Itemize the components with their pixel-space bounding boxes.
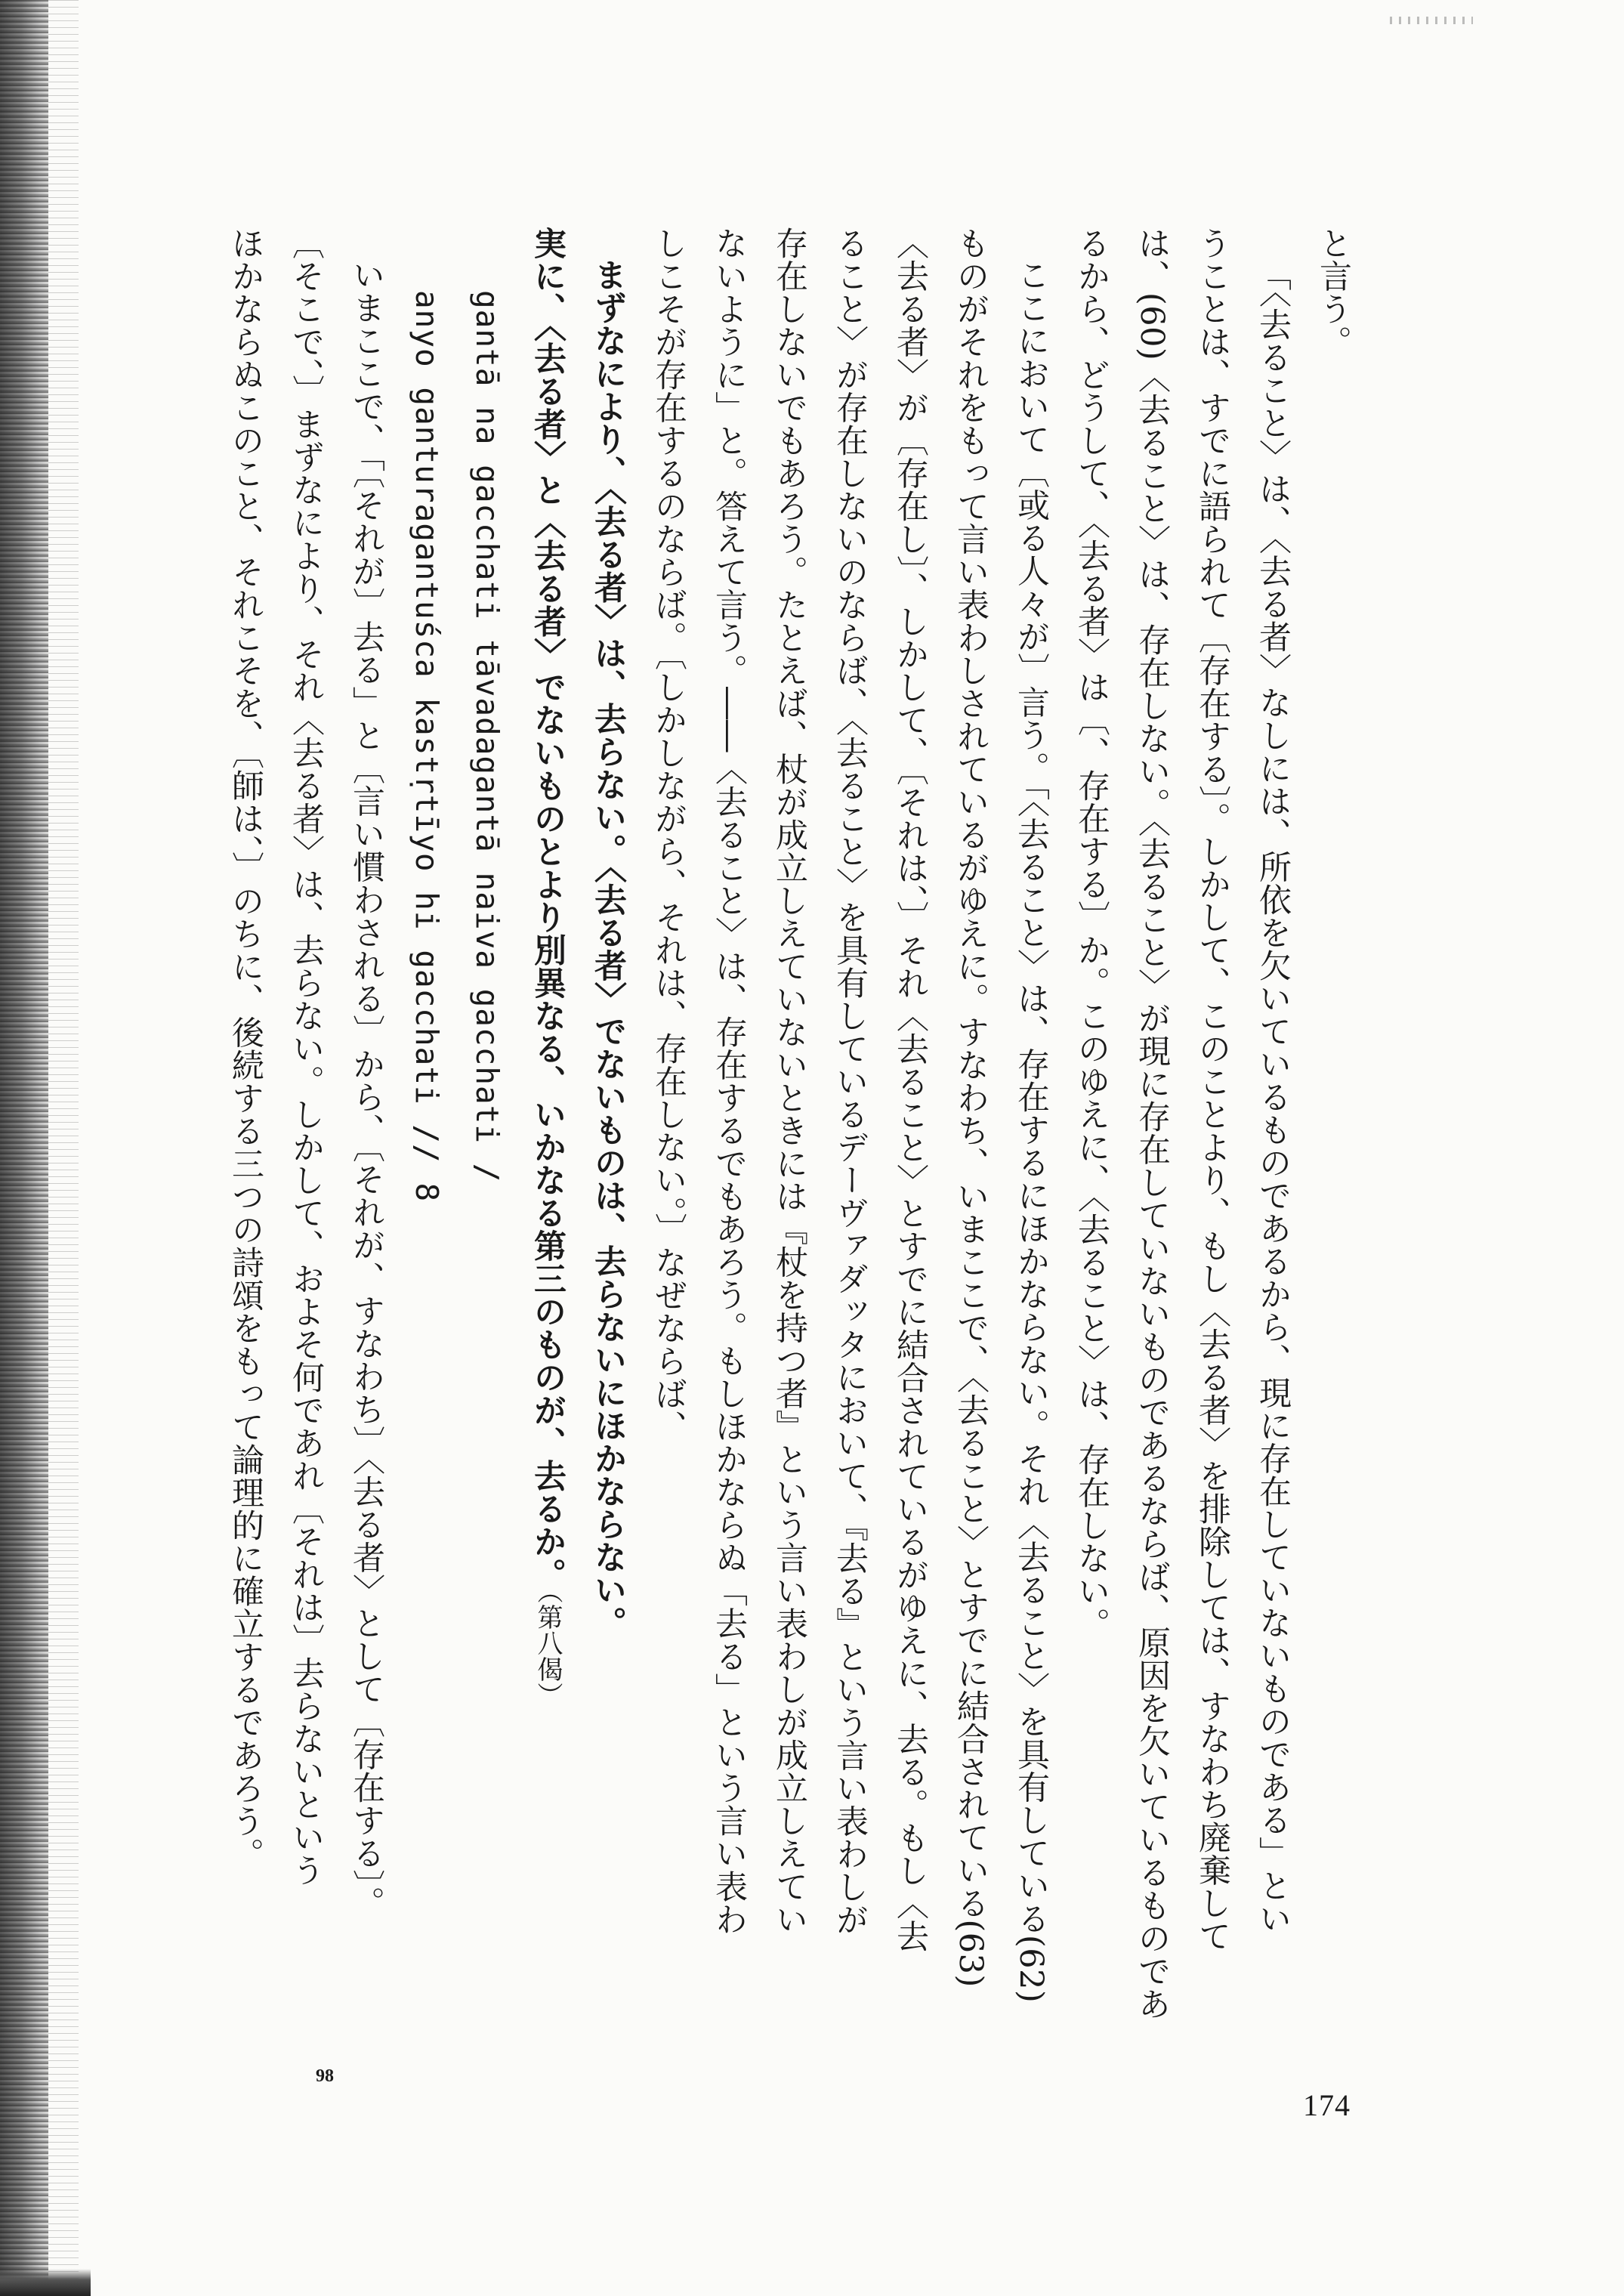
sanskrit-verse-line: anyo ganturagantuśca kastṛtīyo hi gacchati // 8 — [409, 290, 445, 1203]
vertical-text-body — [215, 227, 1363, 2115]
text-column: 〔そこで、〕まずなにより、それ〈去る者〉は、去らない。しかして、およそ何であれ〔それは〕去らないという — [287, 227, 325, 1887]
verse-number-label: （第八偈） — [533, 1590, 563, 1708]
scan-speck — [1390, 17, 1473, 24]
text-column: 〈去る者〉が〔存在し〕、しかして、〔それは、〕それ〈去ること〉とすでに結合されているがゆえに、去る。もし〈去 — [891, 227, 929, 1953]
text-column: いまここで、「〔それが〕去る」と〔言い慣わされる〕から、〔それが、すなわち〕〈去る者〉として〔存在する〕。 — [347, 258, 385, 1919]
text-column: は、(60)〈去ること〉は、存在しない。〈去ること〉が現に存在していないものであるならば、原因を欠いているものであ — [1133, 227, 1171, 2021]
verse-line: まずなにより、〈去る者〉は、去らない。〈去る者〉でないものは、去らないにほかならない。 — [589, 258, 627, 1639]
text-column: 存在しないでもあろう。たとえば、杖が成立しえていないときには『杖を持つ者』という言い表わしが成立しえてい — [770, 227, 808, 1936]
text-column: ほかならぬこのこと、それこそを、〔師は、〕のちに、後続する三つの詩頌をもって論理的に確立するであろう。 — [227, 227, 264, 1871]
text-column: 「〈去ること〉は、〈去る者〉なしには、所依を欠いているものであるから、現に存在していないものである」とい — [1254, 258, 1292, 1935]
scan-shadow-left — [0, 0, 48, 2296]
verse-line-text: 実に、〈去る者〉と〈去る者〉でないものとより別異なる、いかなる第三のものが、去るか。 — [529, 227, 567, 1591]
sanskrit-verse-line: gantā na gacchati tāvadagantā naiva gacchati / — [469, 290, 505, 1183]
text-column: ないように」と。答えて言う。――〈去ること〉は、存在するでもあろう。もしほかならぬ「去る」という言い表わ — [710, 227, 748, 1936]
text-column: ここにおいて〔或る人々が〕言う。「〈去ること〉は、存在するにほかならない。それ〈去ること〉を具有している(62) — [1012, 258, 1050, 2004]
text-column: ること〉が存在しないのならば、〈去ること〉を具有しているデーヴァダッタにおいて、『去る』という言い表わしが — [831, 227, 869, 1936]
text-column: うことは、すでに語られて〔存在する〕。しかして、このことより、もし〈去る者〉を排除しては、すなわち廃棄して — [1193, 227, 1231, 1952]
text-column: るから、どうして、〈去る者〉は〔、存在する〕か。このゆえに、〈去ること〉は、存在しない。 — [1073, 227, 1110, 1640]
text-column: と言う。 — [1314, 227, 1352, 358]
margin-note: 98 — [316, 2066, 334, 2086]
text-column: ものがそれをもって言い表わしされているがゆえに。すなわち、いまここで、〈去ること〉とすでに結合されている(63) — [952, 227, 990, 1988]
scan-noise — [48, 0, 79, 2296]
scan-corner — [0, 2269, 91, 2296]
page-number: 174 — [1303, 2088, 1351, 2122]
text-column: しこそが存在するのならば。〔しかしながら、それは、存在しない。〕なぜならば、 — [650, 227, 687, 1443]
verse-line — [517, 227, 578, 2115]
